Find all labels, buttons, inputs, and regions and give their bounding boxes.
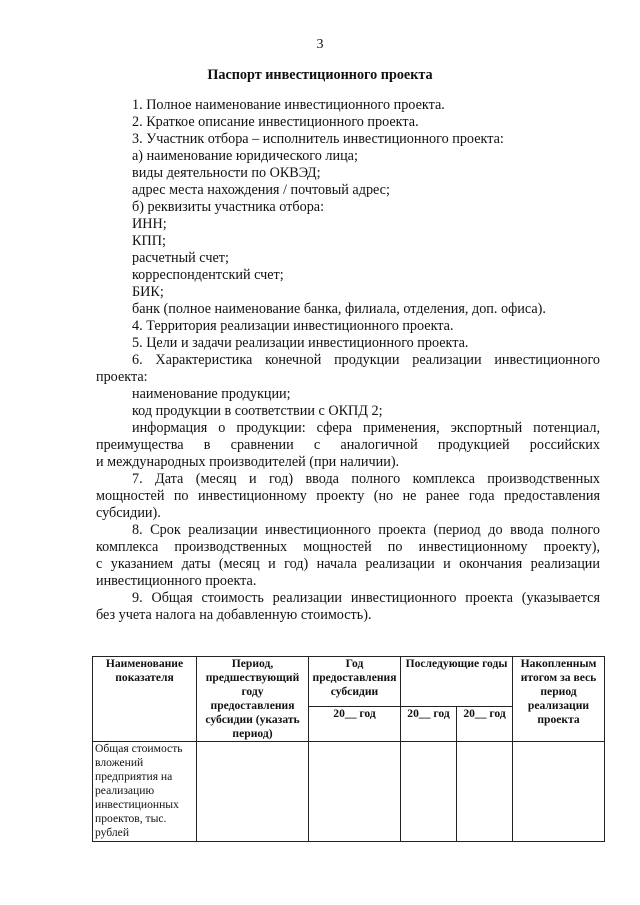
value-cell-subsidy-year — [309, 742, 401, 842]
item-6-code: код продукции в соответствии с ОКПД 2; — [132, 403, 383, 419]
item-9: 9. Общая стоимость реализации инвестиционного проекта (указывается — [132, 590, 600, 606]
document-title: Паспорт инвестиционного проекта — [207, 67, 433, 83]
item-2: 2. Краткое описание инвестиционного проекта. — [132, 114, 419, 130]
item-8-cont2: с указанием даты (месяц и год) начала реализации и окончания реализации — [96, 556, 600, 572]
item-6-cont: проекта: — [96, 369, 148, 385]
item-5: 5. Цели и задачи реализации инвестиционного проекта. — [132, 335, 469, 351]
item-3b-bank: банк (полное наименование банка, филиала, отделения, доп. офиса). — [132, 301, 546, 317]
table-header-row — [93, 657, 605, 707]
following-year-2-cell: 20__ год — [457, 707, 513, 742]
item-3b-account: расчетный счет; — [132, 250, 229, 266]
following-year-1-cell: 20__ год — [401, 707, 457, 742]
col-header-subsidy-year: Год предоставления субсидии — [309, 657, 401, 707]
item-3b-corr-account: корреспондентский счет; — [132, 267, 284, 283]
col-header-cumulative: Накопленным итогом за весь период реализации проекта — [513, 657, 605, 742]
item-3a: а) наименование юридического лица; — [132, 148, 358, 164]
col-header-following-years: Последующие годы — [401, 657, 513, 707]
item-3: 3. Участник отбора – исполнитель инвестиционного проекта: — [132, 131, 504, 147]
value-cell-cumulative — [513, 742, 605, 842]
item-3b: б) реквизиты участника отбора: — [132, 199, 325, 215]
value-cell-following-year-1 — [401, 742, 457, 842]
item-4: 4. Территория реализации инвестиционного проекта. — [132, 318, 454, 334]
item-8-cont3: инвестиционного проекта. — [96, 573, 257, 589]
item-3a-okved: виды деятельности по ОКВЭД; — [132, 165, 321, 181]
value-cell-prior-period — [197, 742, 309, 842]
col-header-indicator: Наименование показателя — [93, 657, 197, 742]
item-8-cont1: комплекса производственных мощностей по инвестиционному проекту), — [96, 539, 600, 555]
item-7-cont2: субсидии). — [96, 505, 161, 521]
item-6-info: информация о продукции: сфера применения, экспортный потенциал, — [132, 420, 600, 436]
subsidy-year-cell: 20__ год — [309, 707, 401, 742]
item-6-name: наименование продукции; — [132, 386, 291, 402]
item-3b-kpp: КПП; — [132, 233, 166, 249]
value-cell-following-year-2 — [457, 742, 513, 842]
page-number: 3 — [316, 37, 324, 52]
item-3b-bik: БИК; — [132, 284, 164, 300]
item-7: 7. Дата (месяц и год) ввода полного комплекса производственных — [132, 471, 600, 487]
col-header-prior-period: Период, предшествующий году предоставления субсидии (указать период) — [197, 657, 309, 742]
indicators-table — [92, 656, 605, 842]
item-7-cont1: мощностей по инвестиционному проекту (но не ранее года предоставления — [96, 488, 600, 504]
item-6: 6. Характеристика конечной продукции реализации инвестиционного — [132, 352, 600, 368]
row-label-total-cost: Общая стоимость вложений предприятия на реализацию инвестиционных проектов, тыс. рублей — [93, 742, 197, 842]
item-9-cont: без учета налога на добавленную стоимость). — [96, 607, 372, 623]
item-3a-address: адрес места нахождения / почтовый адрес; — [132, 182, 390, 198]
item-8: 8. Срок реализации инвестиционного проекта (период до ввода полного — [132, 522, 600, 538]
item-6-info-cont1: преимущества в сравнении с аналогичной продукцией российских — [96, 437, 600, 453]
document-body — [96, 97, 600, 624]
item-1: 1. Полное наименование инвестиционного проекта. — [132, 97, 445, 113]
item-3b-inn: ИНН; — [132, 216, 167, 232]
item-6-info-cont2: и международных производителей (при наличии). — [96, 454, 400, 470]
table-row — [93, 742, 605, 842]
